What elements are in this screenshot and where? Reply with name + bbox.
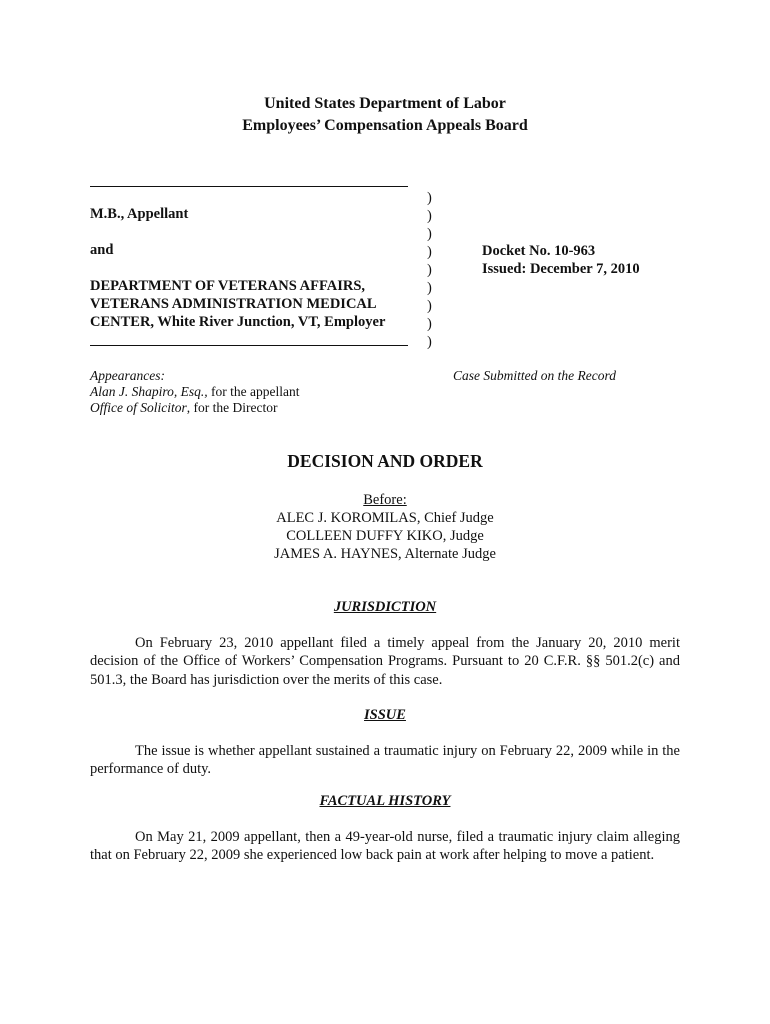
factual-paragraph: On May 21, 2009 appellant, then a 49-year-old nurse, filed a traumatic injury claim alleging that on February 22, 2009 she experienced low back pain at work after helping to move a patient. <box>90 829 680 864</box>
before-text: Before: <box>363 492 407 508</box>
appellant-name: M.B., Appellant <box>90 206 189 222</box>
employer-line-1: DEPARTMENT OF VETERANS AFFAIRS, <box>90 278 366 294</box>
jurisdiction-heading: JURISDICTION <box>333 599 437 615</box>
issue-heading: ISSUE <box>364 707 406 723</box>
appearance-appellant <box>90 384 299 401</box>
judge-2: COLLEEN DUFFY KIKO, Judge <box>286 528 484 544</box>
caption-paren: ) <box>427 226 432 242</box>
case-submitted: Case Submitted on the Record <box>453 368 616 383</box>
employer-line-2: VETERANS ADMINISTRATION MEDICAL <box>90 296 377 312</box>
appearances-label: Appearances: <box>90 368 165 383</box>
director-counsel-role: , for the Director <box>186 400 278 415</box>
caption-paren: ) <box>427 208 432 224</box>
caption-paren: ) <box>427 316 432 332</box>
caption-paren: ) <box>427 244 432 260</box>
caption-and: and <box>90 242 114 258</box>
appearance-director <box>90 400 277 417</box>
director-counsel: Office of Solicitor <box>90 400 187 415</box>
factual-history-heading: FACTUAL HISTORY <box>319 793 451 809</box>
jurisdiction-heading-row <box>0 598 770 616</box>
issue-heading-row <box>0 706 770 724</box>
caption-paren: ) <box>427 280 432 296</box>
docket-number: Docket No. 10-963 <box>482 243 596 259</box>
judge-3: JAMES A. HAYNES, Alternate Judge <box>274 546 496 562</box>
judge-1: ALEC J. KOROMILAS, Chief Judge <box>276 510 494 526</box>
caption-top-rule <box>90 186 408 187</box>
caption-paren: ) <box>427 190 432 206</box>
caption-paren: ) <box>427 334 432 350</box>
header-board: Employees’ Compensation Appeals Board <box>242 117 528 134</box>
factual-heading-row <box>0 792 770 810</box>
employer-line-3: CENTER, White River Junction, VT, Employer <box>90 314 386 330</box>
caption-paren: ) <box>427 262 432 278</box>
caption-paren: ) <box>427 298 432 314</box>
caption-bottom-rule <box>90 345 408 346</box>
appellant-counsel-role: for the appellant <box>207 384 300 399</box>
header-agency: United States Department of Labor <box>264 95 506 112</box>
decision-title: DECISION AND ORDER <box>287 451 483 471</box>
before-label <box>0 492 770 509</box>
issued-date: Issued: December 7, 2010 <box>482 261 640 277</box>
jurisdiction-paragraph: On February 23, 2010 appellant filed a timely appeal from the January 20, 2010 merit decision of the Office of Workers’ Compensation Programs. Pursuant to 20 C.F.R. §§ 501.2(c) and 501.3, the Board has jurisdiction over the merits of this case. <box>90 635 680 688</box>
appellant-counsel: Alan J. Shapiro, Esq., <box>90 384 208 399</box>
issue-paragraph: The issue is whether appellant sustained a traumatic injury on February 22, 2009 while in the performance of duty. <box>90 743 680 778</box>
